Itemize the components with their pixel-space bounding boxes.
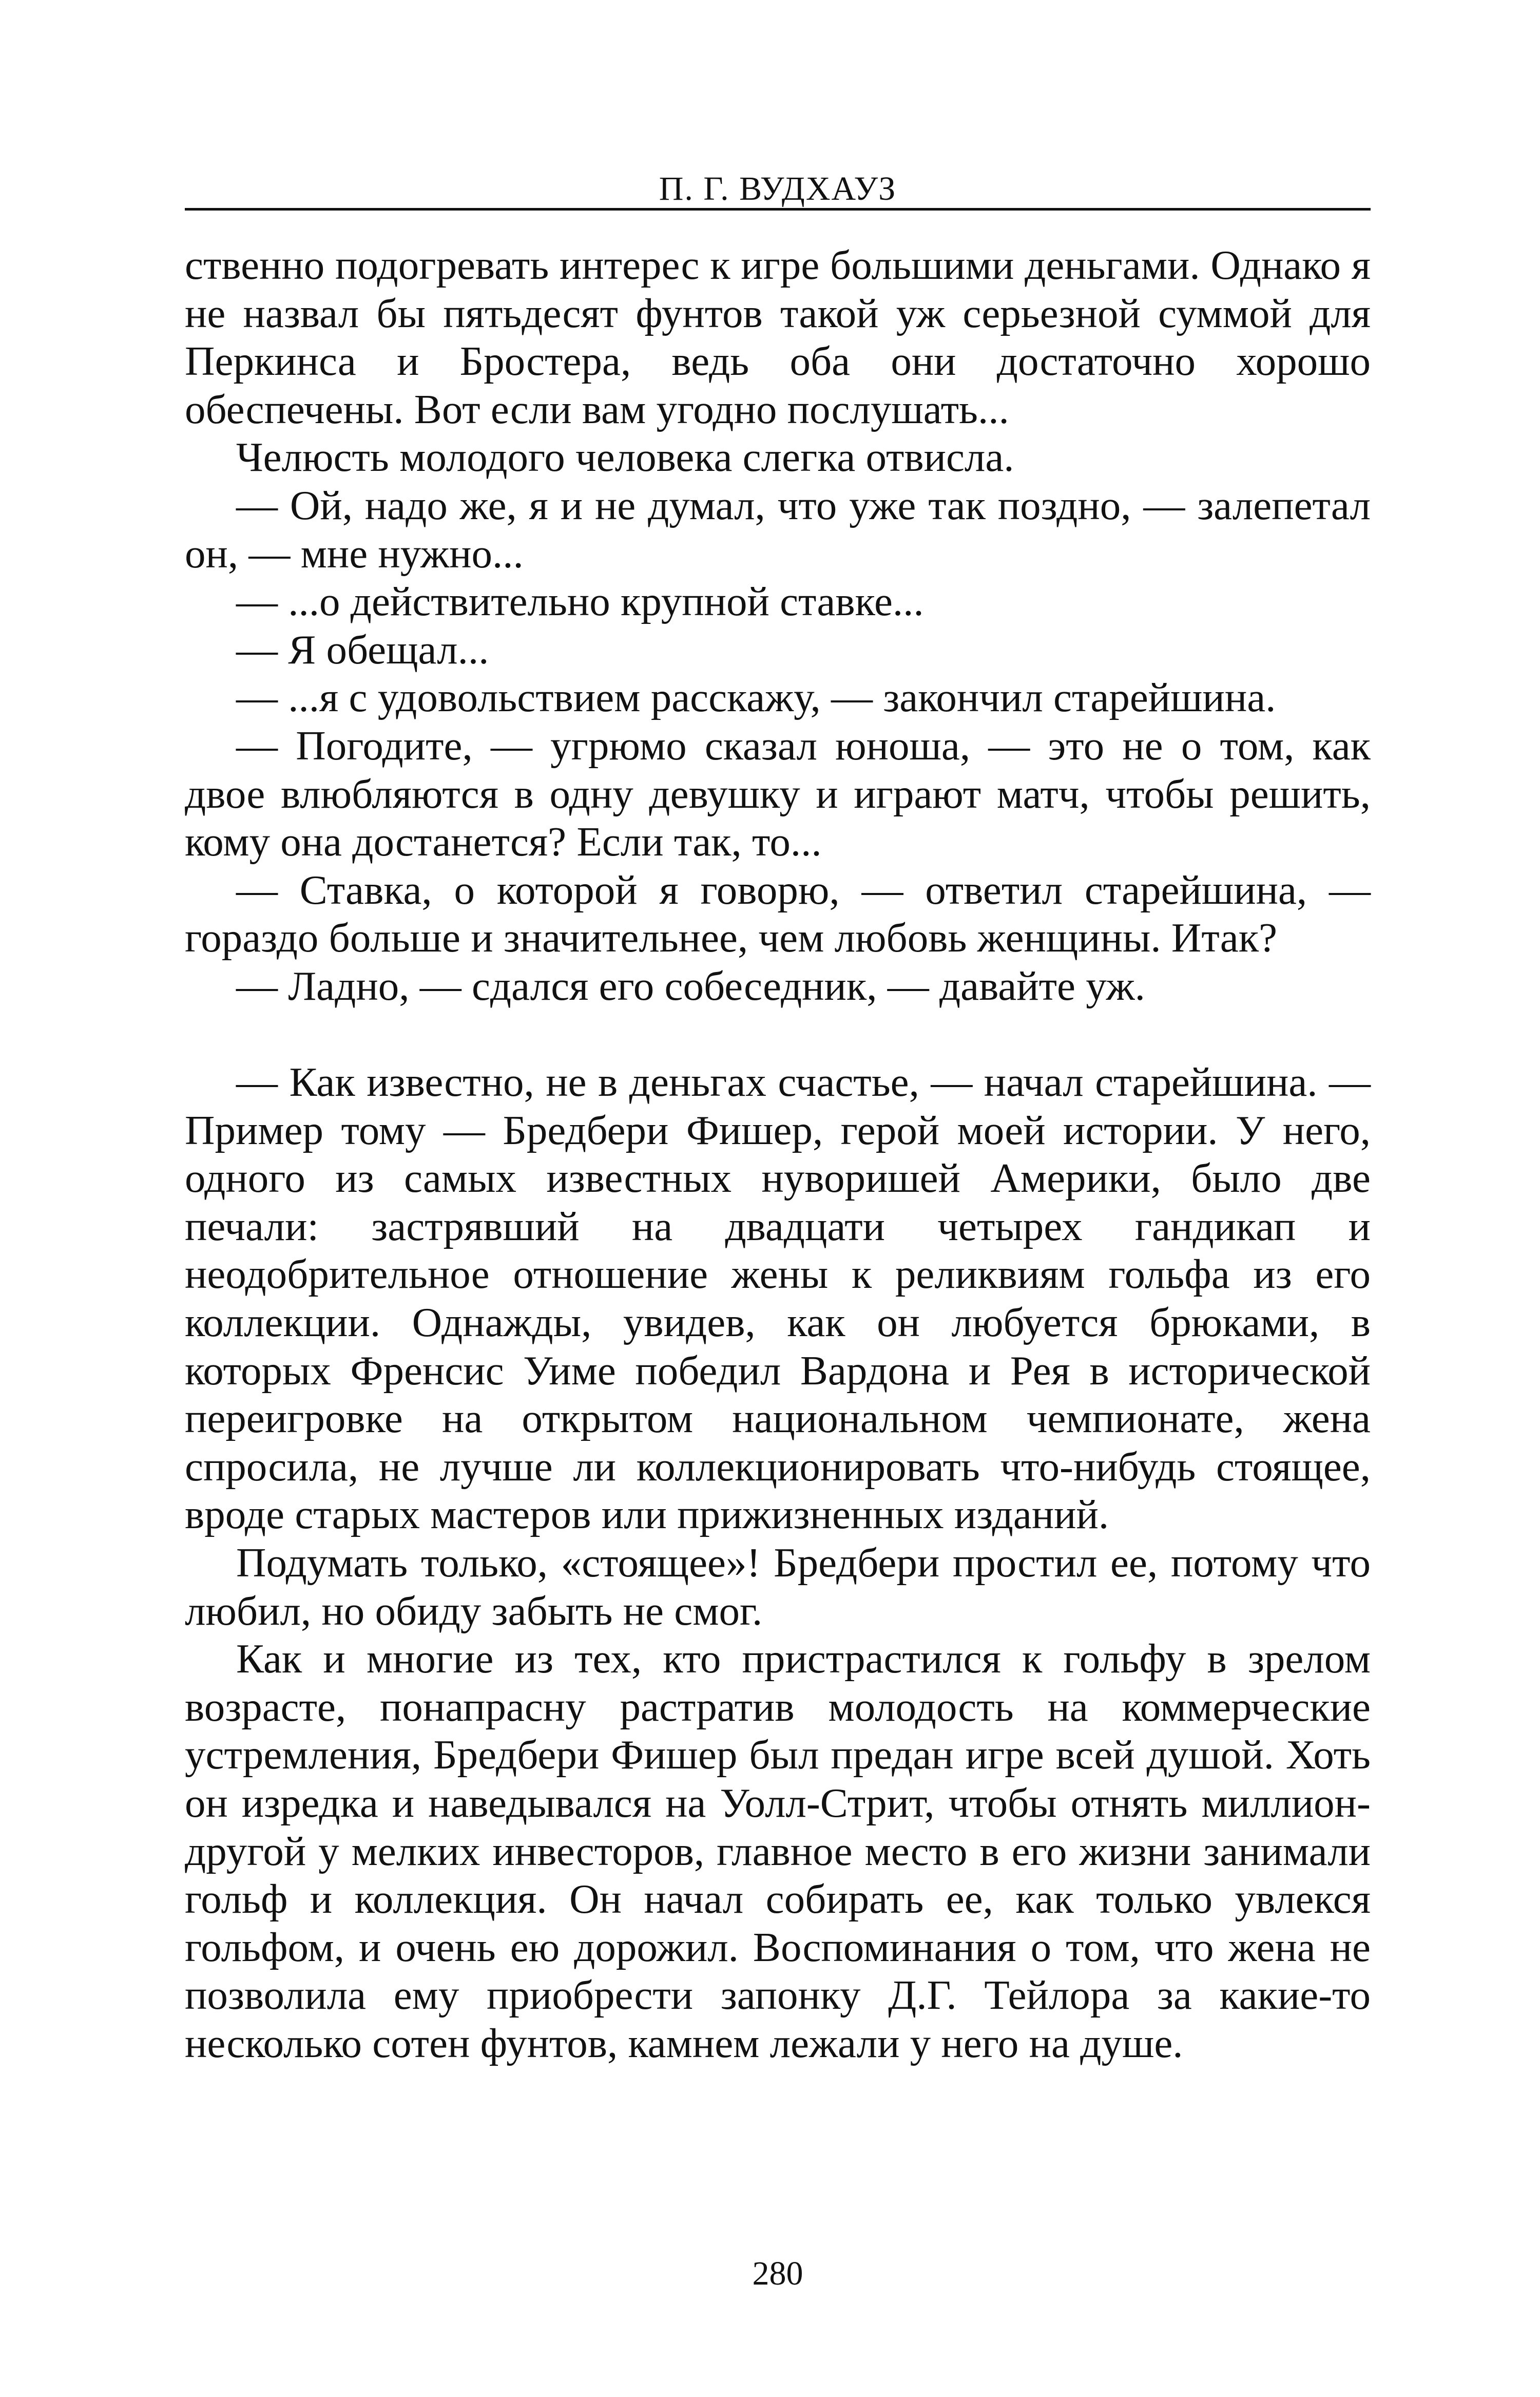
page-number: 280	[752, 2255, 803, 2292]
section-break	[185, 1011, 1371, 1059]
dialogue-line: — Ставка, о которой я говорю, — ответил старейшина, — гораздо больше и значительнее, чем любовь женщины. Итак?	[185, 866, 1371, 961]
page-body	[185, 241, 1371, 2068]
dialogue-line: — Как известно, не в деньгах счастье, — начал старейшина. — Пример тому — Бредбери Фишер, герой моей истории. У него, одного из самых известных нуворишей Америки, было две печали: застрявший на двадцати четырех гандикап и неодобрительное отношение жены к реликвиям гольфа из его коллекции. Однажды, увидев, как он любуется брюками, в которых Френсис Уиме победил Вардона и Рея в исторической переигровке на открытом национальном чемпионате, жена спросила, не лучше ли коллекционировать что-нибудь стоящее, вроде старых мастеров или прижизненных изданий.	[185, 1059, 1371, 1538]
dialogue-line: — Погодите, — угрюмо сказал юноша, — это не о том, как двое влюбляются в одну девушку и играют матч, чтобы решить, кому она достанется? Если так, то...	[185, 722, 1371, 865]
dialogue-line: — Ой, надо же, я и не думал, что уже так поздно, — залепетал он, — мне нужно...	[185, 482, 1371, 577]
paragraph: Челюсть молодого человека слегка отвисла.	[236, 434, 1014, 481]
dialogue-line: — Ладно, — сдался его собеседник, — давайте уж.	[236, 962, 1145, 1009]
header-rule	[185, 208, 1371, 211]
paragraph: Как и многие из тех, кто пристрастился к гольфу в зрелом возрасте, понапрасну растратив молодость на коммерческие устремления, Бредбери Фишер был предан игре всей душой. Хоть он изредка и наведывался на Уолл-Стрит, чтобы отнять миллион-другой у мелких инвесторов, главное место в его жизни занимали гольф и коллекция. Он начал собирать ее, как только увлекся гольфом, и очень ею дорожил. Воспоминания о том, что жена не позволила ему приобрести запонку Д.Г. Тейлора за какие-то несколько сотен фунтов, камнем лежали у него на душе.	[185, 1635, 1371, 2066]
paragraph: Подумать только, «стоящее»! Бредбери простил ее, потому что любил, но обиду забыть не смог.	[185, 1539, 1371, 1634]
dialogue-line: — ...о действительно крупной ставке...	[236, 578, 924, 625]
running-header: П. Г. ВУДХАУЗ	[659, 170, 897, 207]
dialogue-line: — ...я с удовольствием расскажу, — закончил старейшина.	[236, 674, 1276, 721]
paragraph-continuation: ственно подогревать интерес к игре большими деньгами. Однако я не назвал бы пятьдесят фунтов такой уж серьезной суммой для Перкинса и Бростера, ведь оба они достаточно хорошо обеспечены. Вот если вам угодно послушать...	[185, 242, 1371, 432]
dialogue-line: — Я обещал...	[236, 626, 489, 673]
